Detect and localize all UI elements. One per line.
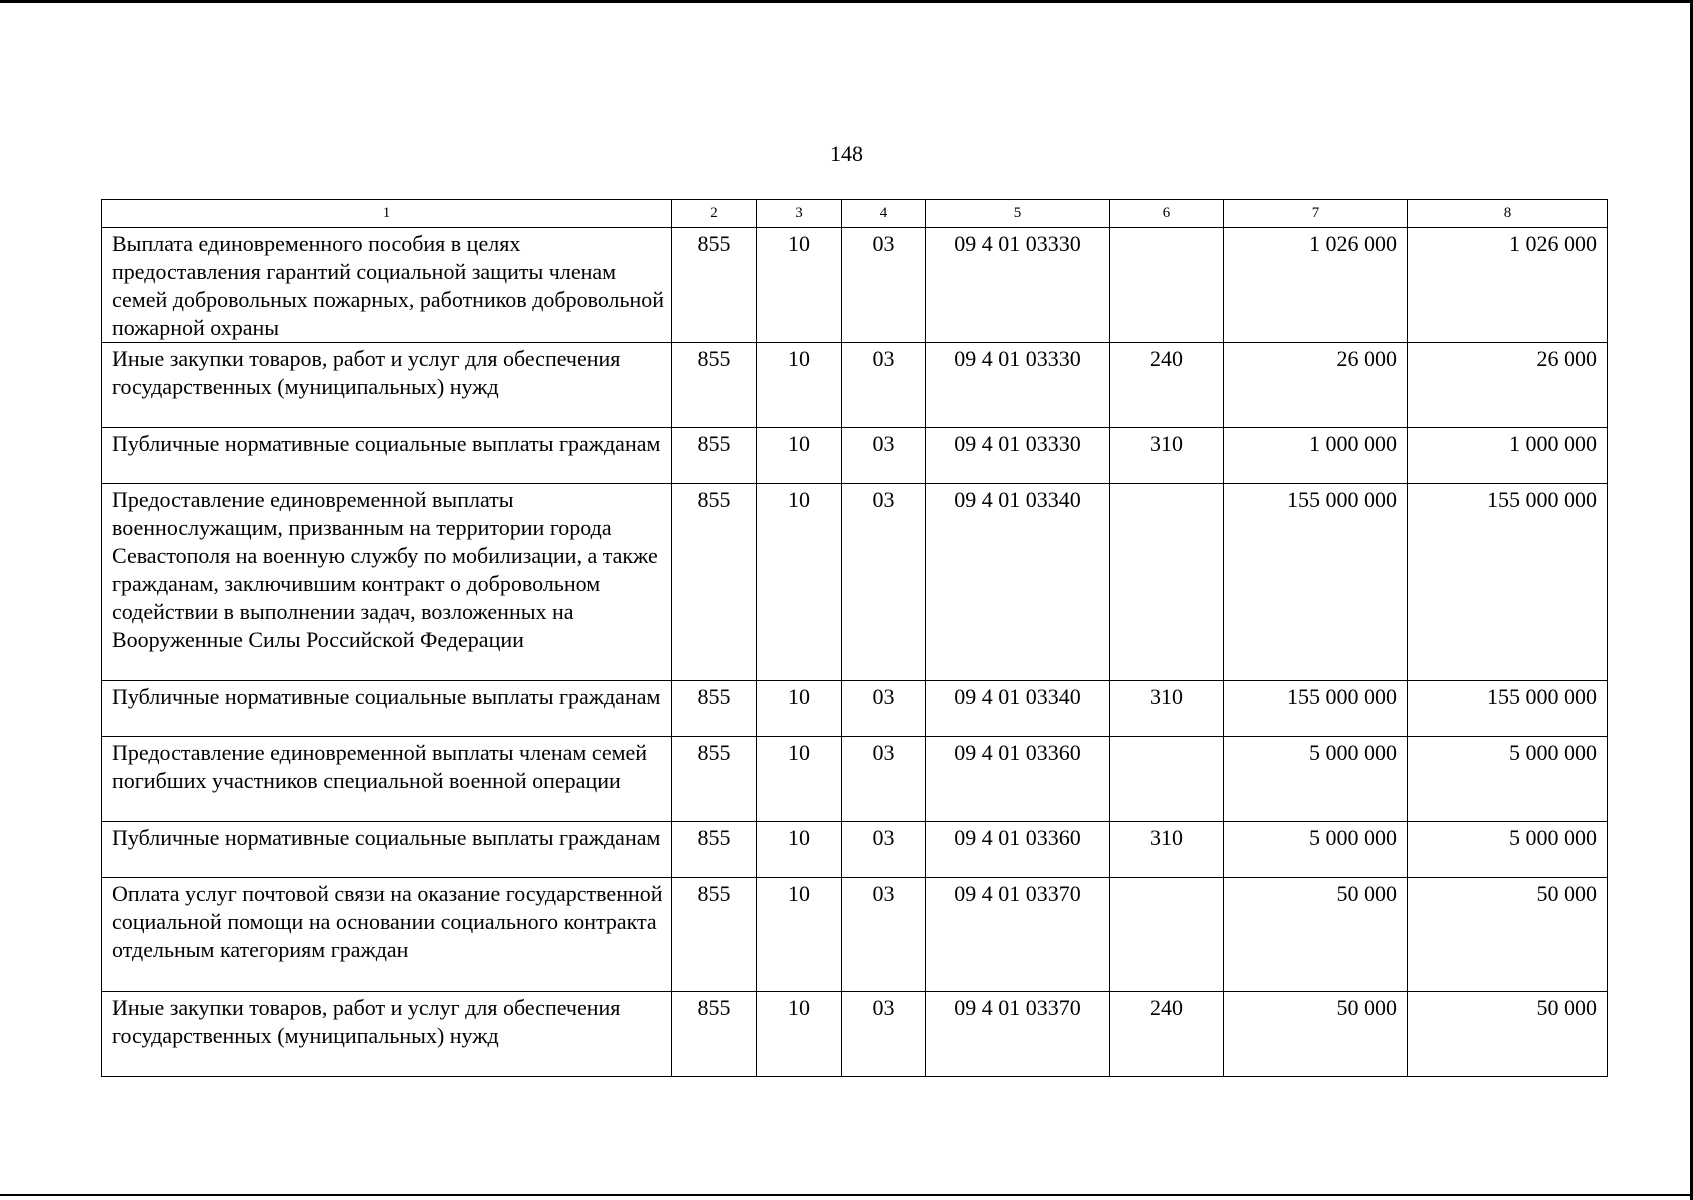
row-expense-type: 310: [1110, 428, 1224, 484]
row-name: Оплата услуг почтовой связи на оказание государственной социальной помощи на основании социального контракта отдельным категориям граждан: [102, 878, 672, 992]
row-amount-2: 26 000: [1408, 343, 1608, 428]
row-amount-2: 155 000 000: [1408, 681, 1608, 737]
table-row: [102, 878, 1608, 992]
row-name: Публичные нормативные социальные выплаты гражданам: [102, 822, 672, 878]
row-subsection: 03: [842, 737, 926, 822]
row-amount-2: 155 000 000: [1408, 484, 1608, 681]
row-admin-code: 855: [672, 737, 757, 822]
row-amount-1: 155 000 000: [1224, 681, 1408, 737]
header-col-8: 8: [1408, 200, 1608, 228]
page-number: 148: [830, 141, 863, 166]
page-border-bottom: [0, 1194, 1693, 1196]
row-subsection: 03: [842, 992, 926, 1077]
table-header: [102, 200, 1608, 228]
row-admin-code: 855: [672, 878, 757, 992]
row-subsection: 03: [842, 428, 926, 484]
table-row: [102, 428, 1608, 484]
row-amount-1: 155 000 000: [1224, 484, 1408, 681]
row-subsection: 03: [842, 878, 926, 992]
row-admin-code: 855: [672, 343, 757, 428]
row-section: 10: [757, 343, 842, 428]
row-admin-code: 855: [672, 428, 757, 484]
row-target-article: 09 4 01 03340: [926, 681, 1110, 737]
row-amount-1: 1 026 000: [1224, 228, 1408, 343]
row-admin-code: 855: [672, 228, 757, 343]
row-target-article: 09 4 01 03370: [926, 992, 1110, 1077]
row-section: 10: [757, 484, 842, 681]
row-name: Предоставление единовременной выплаты военнослужащим, призванным на территории города Севастополя на военную службу по мобилизации, а также гражданам, заключившим контракт о добровольном содействии в выполнении задач, возложенных на Вооруженные Силы Российской Федерации: [102, 484, 672, 681]
row-subsection: 03: [842, 343, 926, 428]
table-row: [102, 228, 1608, 343]
row-subsection: 03: [842, 681, 926, 737]
row-expense-type: 310: [1110, 822, 1224, 878]
row-admin-code: 855: [672, 822, 757, 878]
header-col-1: 1: [102, 200, 672, 228]
row-target-article: 09 4 01 03360: [926, 737, 1110, 822]
row-name: Предоставление единовременной выплаты членам семей погибших участников специальной военной операции: [102, 737, 672, 822]
row-amount-2: 1 026 000: [1408, 228, 1608, 343]
table-row: [102, 822, 1608, 878]
row-amount-1: 50 000: [1224, 878, 1408, 992]
row-name: Публичные нормативные социальные выплаты гражданам: [102, 428, 672, 484]
page-border-top: [0, 0, 1693, 3]
row-target-article: 09 4 01 03340: [926, 484, 1110, 681]
row-expense-type: [1110, 737, 1224, 822]
header-col-6: 6: [1110, 200, 1224, 228]
header-col-7: 7: [1224, 200, 1408, 228]
table-body: [102, 228, 1608, 1077]
row-section: 10: [757, 878, 842, 992]
row-subsection: 03: [842, 228, 926, 343]
row-expense-type: 240: [1110, 992, 1224, 1077]
row-target-article: 09 4 01 03330: [926, 428, 1110, 484]
row-admin-code: 855: [672, 681, 757, 737]
row-target-article: 09 4 01 03370: [926, 878, 1110, 992]
row-amount-1: 5 000 000: [1224, 822, 1408, 878]
row-section: 10: [757, 681, 842, 737]
row-section: 10: [757, 228, 842, 343]
row-admin-code: 855: [672, 484, 757, 681]
header-col-2: 2: [672, 200, 757, 228]
budget-table: [101, 199, 1608, 1077]
header-col-3: 3: [757, 200, 842, 228]
row-expense-type: [1110, 484, 1224, 681]
table-row: [102, 484, 1608, 681]
row-subsection: 03: [842, 484, 926, 681]
row-name: Иные закупки товаров, работ и услуг для обеспечения государственных (муниципальных) нужд: [102, 992, 672, 1077]
row-amount-1: 26 000: [1224, 343, 1408, 428]
row-amount-2: 5 000 000: [1408, 822, 1608, 878]
row-amount-2: 50 000: [1408, 878, 1608, 992]
row-name: Иные закупки товаров, работ и услуг для обеспечения государственных (муниципальных) нужд: [102, 343, 672, 428]
row-amount-1: 5 000 000: [1224, 737, 1408, 822]
row-name: Выплата единовременного пособия в целях предоставления гарантий социальной защиты членам семей добровольных пожарных, работников добровольной пожарной охраны: [102, 228, 672, 343]
table-row: [102, 737, 1608, 822]
row-amount-2: 1 000 000: [1408, 428, 1608, 484]
row-subsection: 03: [842, 822, 926, 878]
row-name: Публичные нормативные социальные выплаты гражданам: [102, 681, 672, 737]
row-expense-type: [1110, 878, 1224, 992]
row-target-article: 09 4 01 03330: [926, 228, 1110, 343]
header-col-4: 4: [842, 200, 926, 228]
row-section: 10: [757, 428, 842, 484]
row-target-article: 09 4 01 03330: [926, 343, 1110, 428]
row-expense-type: 240: [1110, 343, 1224, 428]
row-section: 10: [757, 822, 842, 878]
header-col-5: 5: [926, 200, 1110, 228]
row-section: 10: [757, 737, 842, 822]
row-section: 10: [757, 992, 842, 1077]
table-row: [102, 681, 1608, 737]
row-expense-type: 310: [1110, 681, 1224, 737]
table-row: [102, 992, 1608, 1077]
row-amount-2: 5 000 000: [1408, 737, 1608, 822]
row-admin-code: 855: [672, 992, 757, 1077]
row-amount-2: 50 000: [1408, 992, 1608, 1077]
table-row: [102, 343, 1608, 428]
row-expense-type: [1110, 228, 1224, 343]
header-row: [102, 200, 1608, 228]
row-amount-1: 1 000 000: [1224, 428, 1408, 484]
row-target-article: 09 4 01 03360: [926, 822, 1110, 878]
row-amount-1: 50 000: [1224, 992, 1408, 1077]
